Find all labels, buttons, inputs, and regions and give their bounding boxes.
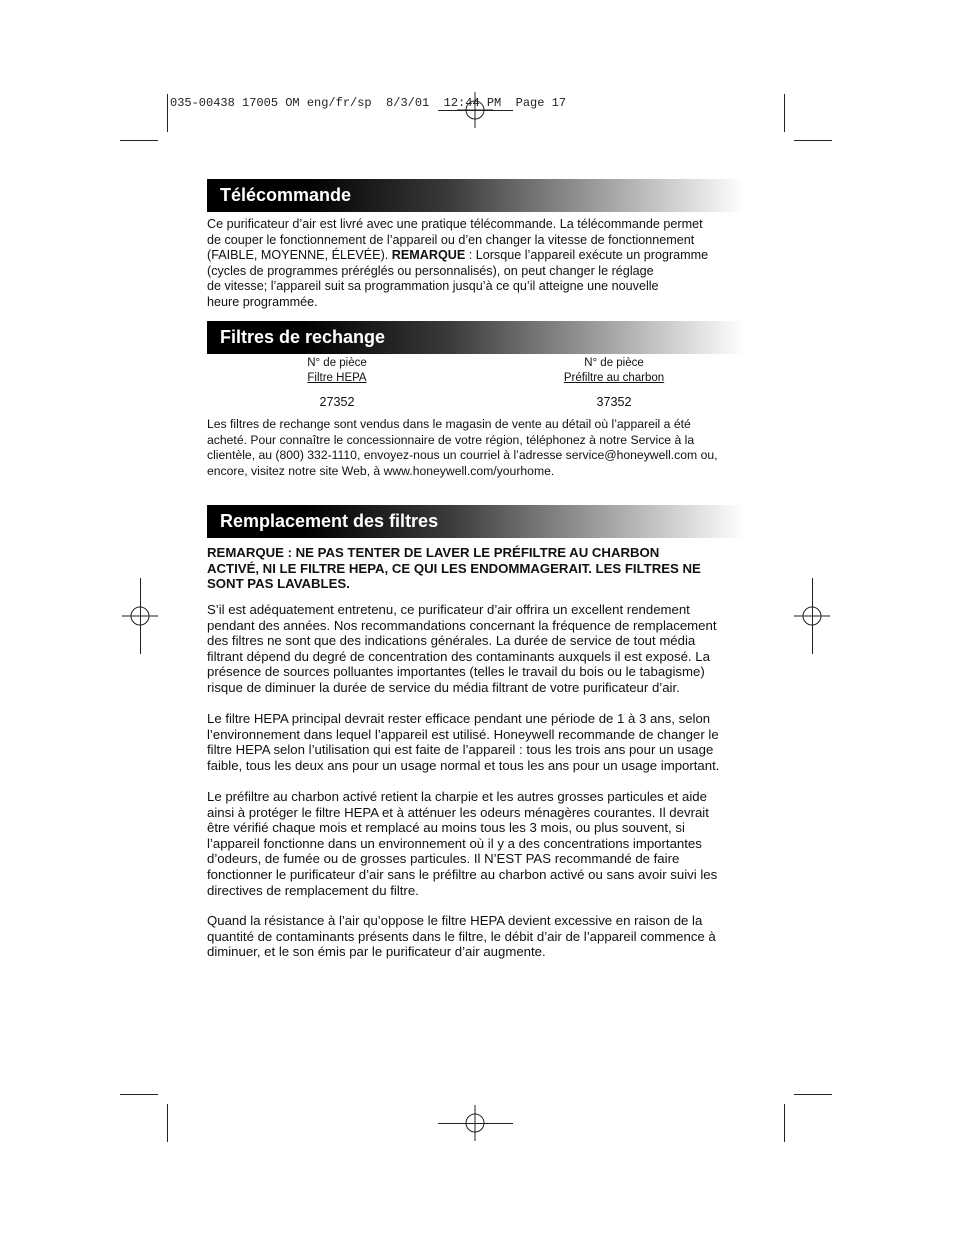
- section-heading-remplacement: Remplacement des filtres: [207, 505, 744, 538]
- text-line: de couper le fonctionnement de l’appareil ou d’en changer la vitesse de fonctionnement: [207, 232, 695, 247]
- telecommande-paragraph: [207, 217, 747, 311]
- crop-mark-bottom-right-horizontal: [794, 1094, 832, 1095]
- part-number-label: N° de pièce: [584, 357, 644, 369]
- crop-mark-top-left-horizontal: [120, 140, 158, 141]
- registration-line-top: [438, 110, 513, 111]
- remplacement-warning: [207, 545, 747, 592]
- part-name: Filtre HEPA: [307, 372, 367, 384]
- crop-mark-top-right-horizontal: [794, 140, 832, 141]
- text-line: REMARQUE : NE PAS TENTER DE LAVER LE PRÉFILTRE AU CHARBON: [207, 545, 660, 560]
- text-line: l’appareil fonctionne dans un environnement où il y a des concentrations importantes: [207, 835, 702, 851]
- text-line: (cycles de programmes préréglés ou personnalisés), on peut changer le réglage: [207, 263, 654, 278]
- remarque-label: REMARQUE: [391, 248, 466, 263]
- text-span: (FAIBLE, MOYENNE, ÉLEVÉE).: [207, 248, 392, 263]
- remplacement-paragraph-1: [207, 602, 747, 696]
- text-span: : Lorsque l’appareil exécute un programme: [465, 248, 709, 263]
- text-line: S’il est adéquatement entretenu, ce purificateur d’air offrira un excellent rendement: [207, 602, 690, 617]
- text-line: Le préfiltre au charbon activé retient la charpie et les autres grosses particules et aide: [207, 789, 707, 804]
- filtres-paragraph: [207, 417, 747, 479]
- crop-mark-bottom-left-vertical: [167, 1104, 168, 1142]
- text-line: présence de sources polluantes importantes (telles le travail du bois ou le tabagisme): [207, 664, 705, 680]
- crop-mark-top-left-vertical: [167, 94, 168, 132]
- text-line: ACTIVÉ, NI LE FILTRE HEPA, CE QUI LES ENDOMMAGERAIT. LES FILTRES NE: [207, 560, 701, 576]
- text-line: pendant des années. Nos recommandations concernant la fréquence de remplacement: [207, 617, 717, 633]
- text-line: fonctionner le purificateur d’air sans le préfiltre au charbon activé ou sans avoir suivi les: [207, 866, 718, 882]
- text-line: filtre HEPA selon l’utilisation qui est faite de l’appareil : tous les trois ans pour un usage: [207, 742, 714, 758]
- text-line: Le filtre HEPA principal devrait rester efficace pendant une période de 1 à 3 ans, selon: [207, 711, 711, 726]
- text-line: d’odeurs, de fumée ou de grosses particules. Il N’EST PAS recommandé de faire: [207, 851, 680, 867]
- remplacement-paragraph-3: [207, 789, 747, 898]
- text-line: de vitesse; l’appareil suit sa programmation jusqu’à ce qu’il atteigne une nouvelle: [207, 279, 659, 294]
- section-heading-filtres: Filtres de rechange: [207, 321, 744, 354]
- part-number: 27352: [319, 395, 355, 409]
- crop-mark-bottom-left-horizontal: [120, 1094, 158, 1095]
- crop-mark-top-right-vertical: [784, 94, 785, 132]
- text-line: directives de remplacement du filtre.: [207, 882, 419, 898]
- crop-mark-bottom-right-vertical: [784, 1104, 785, 1142]
- text-line: risque de diminuer la durée de service du média filtrant de votre purificateur d’air.: [207, 679, 680, 695]
- section-heading-telecommande: Télécommande: [207, 179, 744, 212]
- part-number-label: N° de pièce: [307, 357, 367, 369]
- part-number: 37352: [596, 395, 632, 409]
- text-line: ainsi à protéger le filtre HEPA et à atténuer les odeurs ménagères courantes. Il devrait: [207, 804, 709, 820]
- text-line: encore, visitez notre site Web, à www.honeywell.com/yourhome.: [207, 463, 555, 478]
- remplacement-paragraph-2: [207, 711, 747, 773]
- text-line: heure programmée.: [207, 294, 318, 309]
- registration-line-left: [140, 578, 141, 654]
- text-line: des filtres ne sont que des indications générales. La durée de service de tout média: [207, 633, 696, 649]
- registration-line-right: [812, 578, 813, 654]
- text-line: filtrant dépend du degré de concentration des contaminants auxquels il est exposé. La: [207, 648, 710, 664]
- part-name: Préfiltre au charbon: [563, 372, 665, 384]
- text-line: SONT PAS LAVABLES.: [207, 576, 350, 592]
- text-line: quantité de contaminants présents dans le filtre, le débit d’air de l’appareil commence à: [207, 928, 716, 944]
- text-line: diminuer, et le son émis par le purificateur d’air augmente.: [207, 944, 546, 960]
- text-line: Ce purificateur d’air est livré avec une pratique télécommande. La télécommande permet: [207, 217, 703, 231]
- text-line: l’environnement dans lequel l’appareil est utilisé. Honeywell recommande de changer le: [207, 726, 719, 742]
- text-line: être vérifié chaque mois et remplacé au moins tous les 3 mois, ou plus souvent, si: [207, 820, 685, 836]
- text-line: acheté. Pour connaître le concessionnaire de votre région, téléphonez à notre Service à la: [207, 432, 695, 447]
- part-column-charbon: [539, 356, 689, 410]
- remplacement-paragraph-4: [207, 913, 747, 960]
- part-column-hepa: [277, 356, 397, 410]
- registration-line-bottom: [438, 1123, 513, 1124]
- text-line: [207, 248, 747, 264]
- text-line: clientèle, au (800) 332-1110, envoyez-nous un courriel à l’adresse service@honeywell.com ou,: [207, 448, 718, 463]
- text-line: faible, tous les deux ans pour un usage normal et tous les ans pour un usage important.: [207, 757, 720, 773]
- text-line: Quand la résistance à l’air qu’oppose le filtre HEPA devient excessive en raison de la: [207, 913, 703, 928]
- printer-slug: 035-00438 17005 OM eng/fr/sp 8/3/01 12:44 PM Page 17: [170, 96, 567, 110]
- text-line: Les filtres de rechange sont vendus dans le magasin de vente au détail où l’appareil a été: [207, 417, 691, 431]
